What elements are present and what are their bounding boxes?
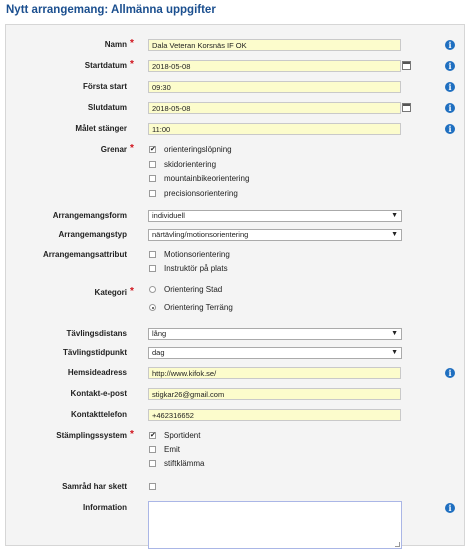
checkbox[interactable] [149, 161, 156, 168]
checkbox[interactable]: ✔ [150, 432, 156, 439]
kontakt-epost-label: Kontakt-e-post [70, 389, 127, 398]
kontakt-epost-field[interactable]: stigkar26@gmail.com [148, 388, 401, 400]
select-value: närtävling/motionsorientering [152, 230, 249, 239]
calendar-icon[interactable] [402, 61, 411, 70]
option-label: skidorientering [164, 160, 217, 169]
namn-field[interactable]: Dala Veteran Korsnäs IF OK [148, 39, 401, 51]
required-marker: * [130, 143, 134, 154]
radio-button[interactable] [149, 286, 156, 293]
option-label: stiftklämma [164, 459, 205, 468]
option-label: Instruktör på plats [164, 264, 228, 273]
samrad-checkbox[interactable] [149, 483, 156, 490]
info-icon[interactable]: i [445, 368, 455, 378]
chevron-down-icon: ▼ [391, 231, 398, 238]
required-marker: * [130, 429, 134, 440]
option-label: Orientering Stad [164, 285, 223, 294]
forsta-start-field[interactable]: 09:30 [148, 81, 401, 93]
radio-button[interactable] [149, 304, 156, 311]
info-icon[interactable]: i [445, 124, 455, 134]
checkbox[interactable] [149, 251, 156, 258]
information-label: Information [83, 503, 127, 512]
arrangemangsattribut-label: Arrangemangsattribut [42, 250, 127, 259]
info-icon[interactable]: i [445, 103, 455, 113]
startdatum-field[interactable]: 2018-05-08 [148, 60, 401, 72]
hemsideadress-field[interactable]: http://www.kifok.se/ [148, 367, 401, 379]
kontakttelefon-field[interactable]: +462316652 [148, 409, 401, 421]
option-label: orienteringslöpning [164, 145, 232, 154]
stamplingssystem-label: Stämplingssystem [56, 431, 127, 440]
arrangemangsform-label: Arrangemangsform [52, 211, 127, 220]
info-icon[interactable]: i [445, 61, 455, 71]
option-label: Sportident [164, 431, 201, 440]
information-textarea[interactable] [148, 501, 402, 549]
arrangemangstyp-select[interactable] [148, 229, 402, 241]
chevron-down-icon: ▼ [391, 330, 398, 337]
option-label: Orientering Terräng [164, 303, 233, 312]
checkbox[interactable] [149, 460, 156, 467]
chevron-down-icon: ▼ [391, 212, 398, 219]
checkbox[interactable] [149, 190, 156, 197]
info-icon[interactable]: i [445, 503, 455, 513]
kontakttelefon-label: Kontakttelefon [71, 410, 127, 419]
hemsideadress-label: Hemsideadress [67, 368, 127, 377]
arrangemangsform-select[interactable] [148, 210, 402, 222]
option-label: Motionsorientering [164, 250, 230, 259]
form-panel [5, 24, 465, 546]
page-title: Nytt arrangemang: Allmänna uppgifter [6, 4, 216, 16]
checkbox[interactable] [149, 446, 156, 453]
select-value: dag [152, 348, 165, 357]
select-value: individuell [152, 211, 185, 220]
startdatum-label: Startdatum [84, 61, 127, 70]
malet-stanger-label: Målet stänger [75, 124, 127, 133]
tavlingstidpunkt-select[interactable] [148, 347, 402, 359]
calendar-icon[interactable] [402, 103, 411, 112]
required-marker: * [130, 59, 134, 70]
checkbox[interactable] [149, 175, 156, 182]
kategori-label: Kategori [94, 288, 127, 297]
checkbox[interactable]: ✔ [150, 146, 156, 153]
namn-label: Namn [104, 40, 127, 49]
grenar-label: Grenar [100, 145, 127, 154]
option-label: mountainbikeorientering [164, 174, 250, 183]
required-marker: * [130, 286, 134, 297]
arrangemangstyp-label: Arrangemangstyp [58, 230, 127, 239]
tavlingsdistans-select[interactable] [148, 328, 402, 340]
forsta-start-label: Första start [82, 82, 127, 91]
tavlingsdistans-label: Tävlingsdistans [66, 329, 127, 338]
option-label: precisionsorientering [164, 189, 238, 198]
malet-stanger-field[interactable]: 11:00 [148, 123, 401, 135]
select-value: lång [152, 329, 167, 338]
required-marker: * [130, 38, 134, 49]
slutdatum-label: Slutdatum [87, 103, 127, 112]
tavlingstidpunkt-label: Tävlingstidpunkt [63, 348, 127, 357]
samrad-label: Samråd har skett [62, 482, 127, 491]
slutdatum-field[interactable]: 2018-05-08 [148, 102, 401, 114]
info-icon[interactable]: i [445, 82, 455, 92]
checkbox[interactable] [149, 265, 156, 272]
option-label: Emit [164, 445, 180, 454]
chevron-down-icon: ▼ [391, 349, 398, 356]
info-icon[interactable]: i [445, 40, 455, 50]
